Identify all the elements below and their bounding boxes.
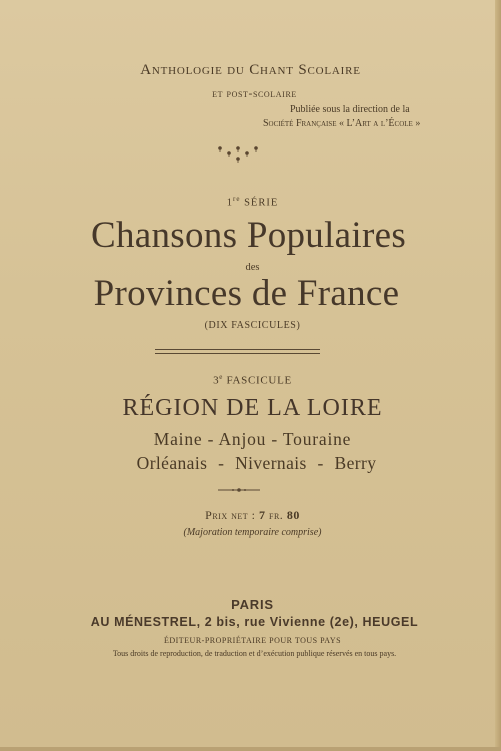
price: Prix net : 7 fr. 80 [205,508,300,522]
fascicle-number: 3e FASCICULE [213,373,292,387]
title-connector: des [245,262,260,273]
rights-notice: Tous droits de reproduction, de traduction et d’exécution publique réservés en tous pays. [112,649,397,658]
imprint-publisher: AU MÉNESTREL, 2 bis, rue Vivienne (2e), HEUGEL [90,615,419,629]
flower-ornament-icon [215,144,261,164]
imprint-city: PARIS [231,597,274,612]
anthology-heading: Anthologie du Chant Scolaire [140,62,361,78]
publisher-note-line1: Publiée sous la direction de la [290,104,410,115]
main-title-line1: Chansons Populaires [90,215,407,256]
publisher-note-line2: Société Française « L’Art a l’École » [263,118,421,129]
provinces-line1: Maine - Anjou - Touraine [153,429,352,449]
region-title: RÉGION DE LA LOIRE [122,395,383,421]
series-label: 1re SÉRIE [226,195,279,209]
imprint-role: ÉDITEUR-PROPRIÉTAIRE POUR TOUS PAYS [163,636,342,645]
page-bottom-edge [0,747,501,751]
price-note: (Majoration temporaire comprise) [183,527,322,538]
post-scolaire-subheading: et post-scolaire [212,88,297,100]
divider-rule-bottom [155,353,320,354]
fascicles-count: (DIX FASCICULES) [204,320,301,331]
dash-ornament-icon [218,487,260,493]
divider-rule-top [155,349,320,350]
main-title-line2: Provinces de France [93,273,400,314]
provinces-line2: Orléanais - Nivernais - Berry [136,453,377,473]
